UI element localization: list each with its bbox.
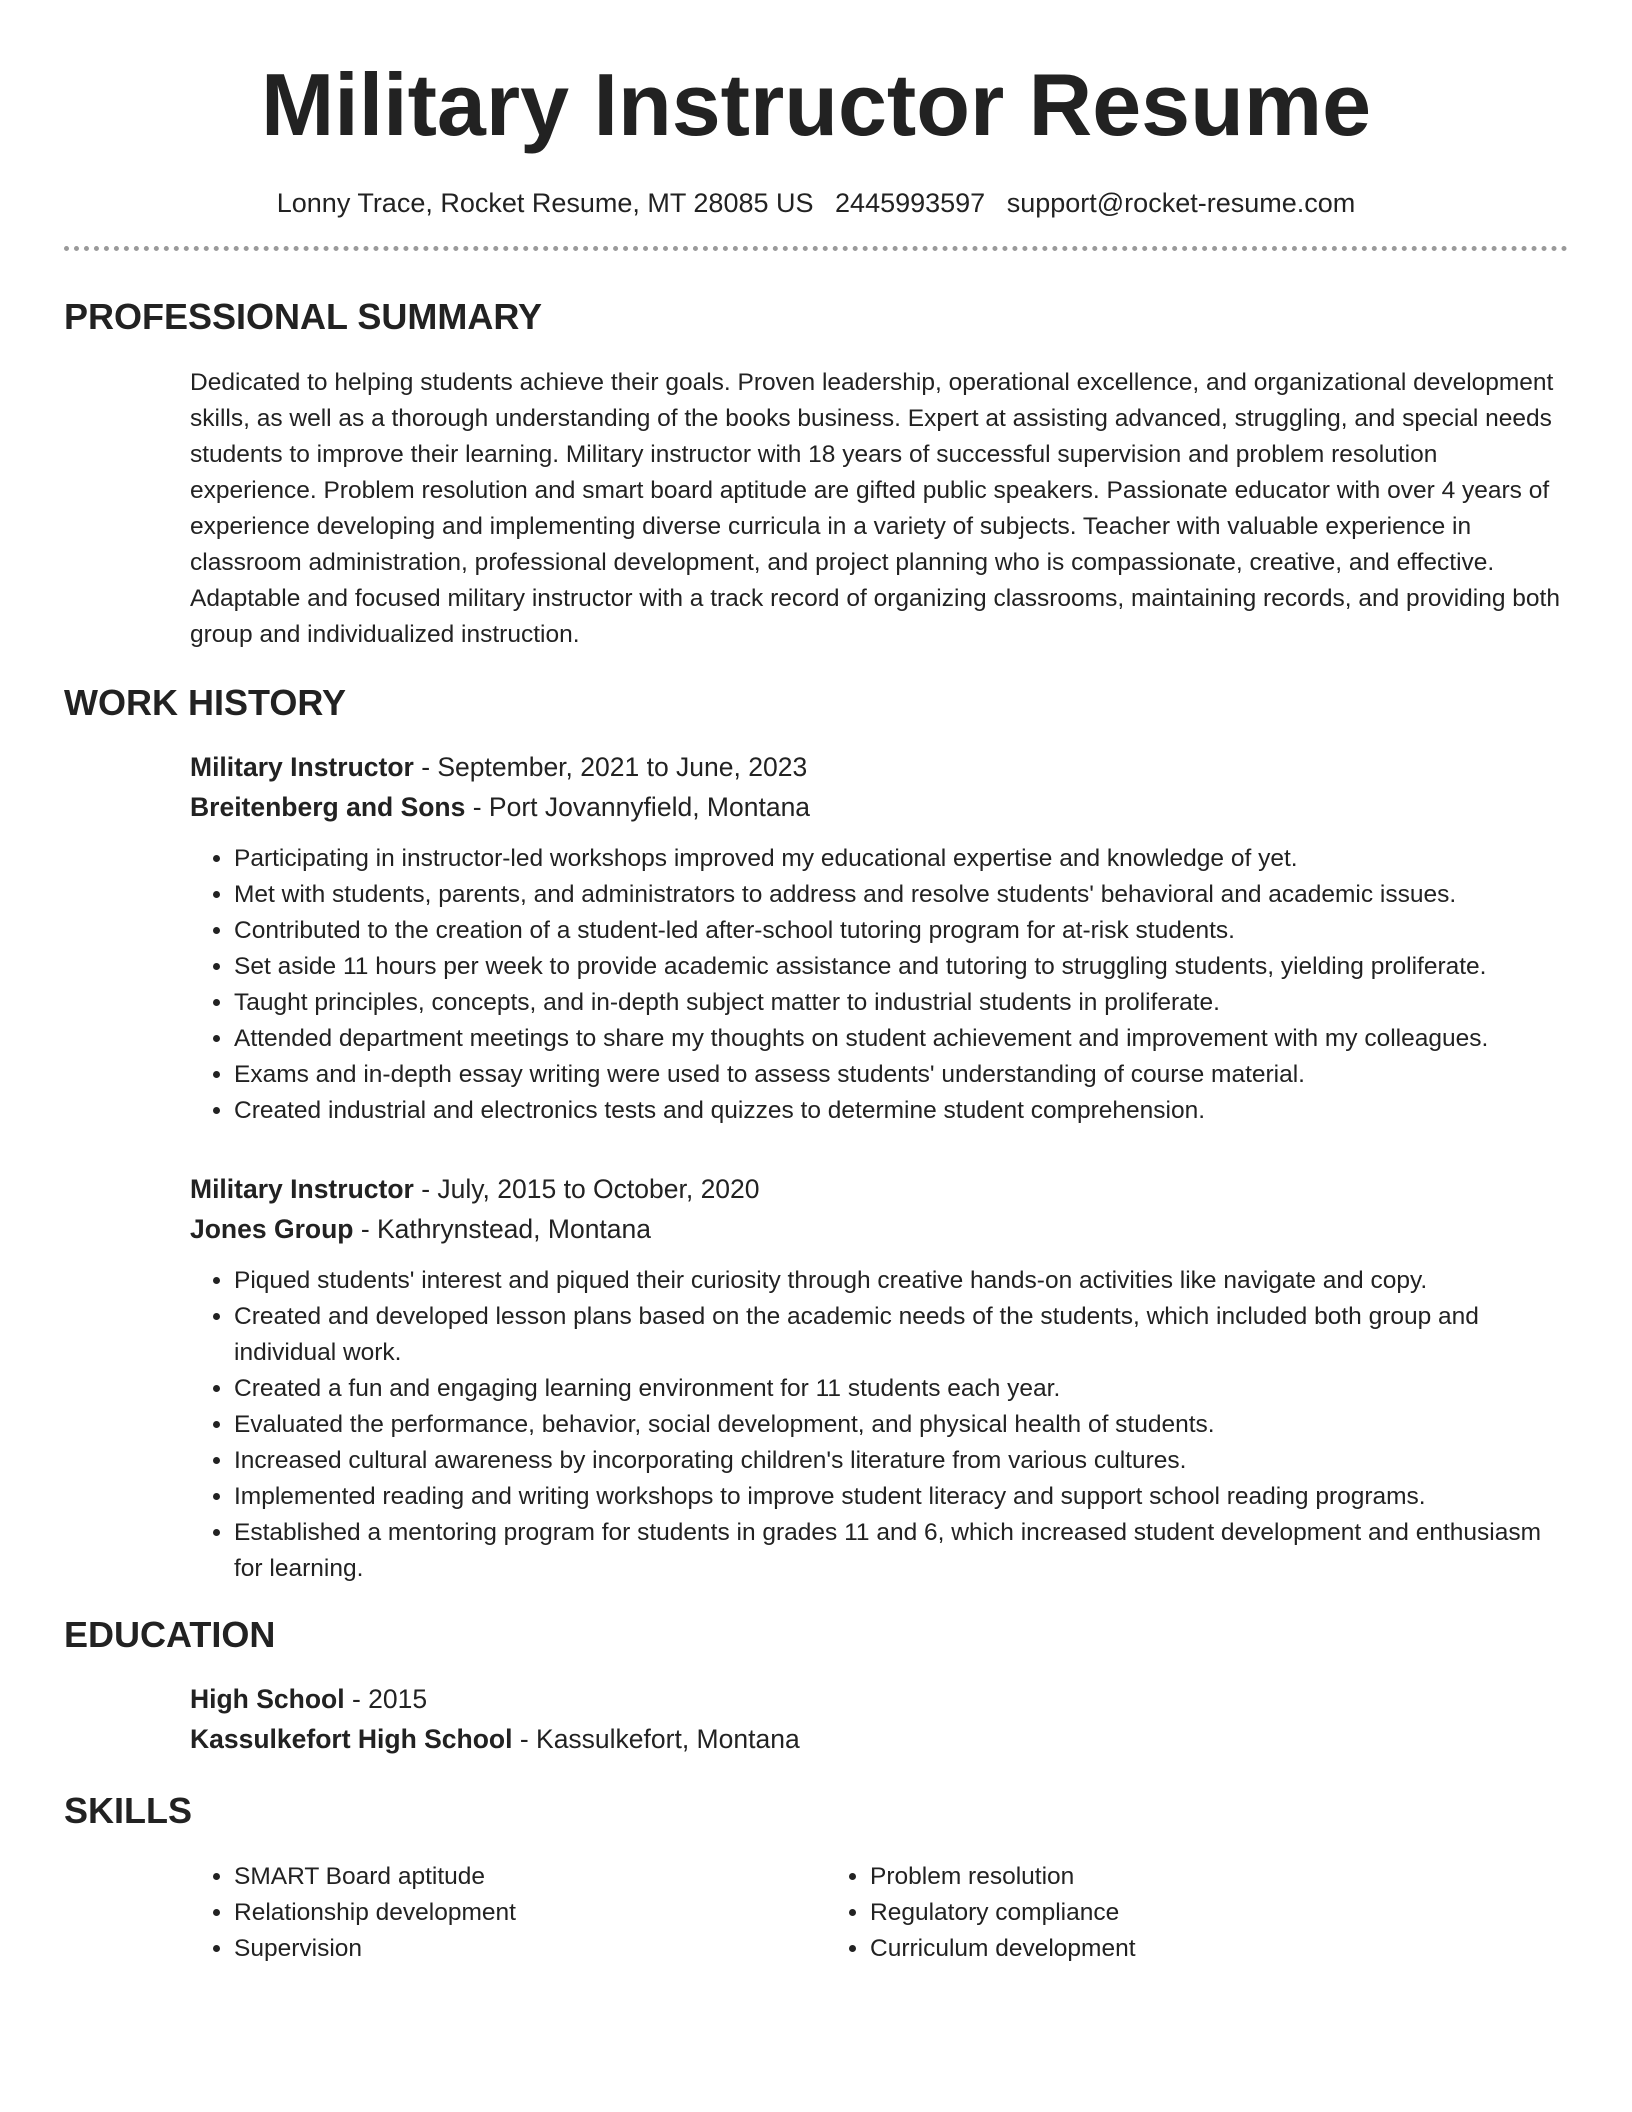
job-bullet: • Created and developed lesson plans based on the academic needs of the students, which included both group and individual work.	[234, 1299, 1568, 1371]
job-company: Breitenberg and Sons	[190, 792, 466, 822]
skills-columns	[190, 1859, 1568, 1967]
work-history-section	[64, 681, 1568, 1587]
job-company-line	[190, 1209, 1568, 1249]
job-bullet: • Increased cultural awareness by incorporating children's literature from various cultures.	[234, 1443, 1568, 1479]
job-bullet: • Established a mentoring program for students in grades 11 and 6, which increased student development and enthusiasm for learning.	[234, 1515, 1568, 1587]
job-location: - Port Jovannyfield, Montana	[465, 792, 811, 822]
job-bullet: • Exams and in-depth essay writing were used to assess students' understanding of course material.	[234, 1057, 1568, 1093]
skill-item: • Curriculum development	[870, 1931, 1462, 1967]
skill-item: • Supervision	[234, 1931, 826, 1967]
header-divider	[64, 246, 1568, 251]
job-title-line	[190, 1169, 1568, 1209]
contact-phone: 2445993597	[835, 188, 986, 218]
job-bullet: • Taught principles, concepts, and in-depth subject matter to industrial students in proliferate.	[234, 985, 1568, 1021]
education-heading: EDUCATION	[64, 1614, 276, 1655]
job-bullet: • Evaluated the performance, behavior, social development, and physical health of students.	[234, 1407, 1568, 1443]
job-company-line	[190, 787, 1568, 827]
job-dates: - July, 2015 to October, 2020	[413, 1174, 760, 1204]
work-history-heading: WORK HISTORY	[64, 682, 347, 723]
job-bullet: • Set aside 11 hours per week to provide academic assistance and tutoring to struggling students, yielding proliferate.	[234, 949, 1568, 985]
skill-item: • SMART Board aptitude	[234, 1859, 826, 1895]
job-entry	[190, 747, 1568, 1129]
job-bullets	[190, 1263, 1568, 1587]
job-entry	[190, 1169, 1568, 1587]
skill-item: • Regulatory compliance	[870, 1895, 1462, 1931]
skills-right-column	[826, 1859, 1462, 1967]
education-entry	[190, 1679, 1568, 1759]
education-degree: High School	[190, 1684, 345, 1714]
job-bullet: • Piqued students' interest and piqued their curiosity through creative hands-on activities like navigate and copy.	[234, 1263, 1568, 1299]
education-location: - Kassulkefort, Montana	[512, 1724, 800, 1754]
job-bullet: • Created a fun and engaging learning environment for 11 students each year.	[234, 1371, 1568, 1407]
job-bullet: • Met with students, parents, and administrators to address and resolve students' behavioral and academic issues.	[234, 877, 1568, 913]
job-bullet: • Attended department meetings to share my thoughts on student achievement and improvement with my colleagues.	[234, 1021, 1568, 1057]
job-bullets	[190, 841, 1568, 1129]
job-dates: - September, 2021 to June, 2023	[413, 752, 808, 782]
job-location: - Kathrynstead, Montana	[353, 1214, 652, 1244]
education-school-line	[190, 1719, 1568, 1759]
education-section	[64, 1613, 1568, 1759]
resume-title: Military Instructor Resume	[260, 55, 1372, 154]
skill-item: • Relationship development	[234, 1895, 826, 1931]
education-school: Kassulkefort High School	[190, 1724, 513, 1754]
job-company: Jones Group	[190, 1214, 354, 1244]
contact-address: Lonny Trace, Rocket Resume, MT 28085 US	[276, 188, 814, 218]
job-bullet: • Contributed to the creation of a student-led after-school tutoring program for at-risk students.	[234, 913, 1568, 949]
education-year: - 2015	[344, 1684, 428, 1714]
skills-section	[64, 1789, 1568, 1967]
skill-item: • Problem resolution	[870, 1859, 1462, 1895]
contact-info	[64, 186, 1568, 220]
summary-text: Dedicated to helping students achieve their goals. Proven leadership, operational excellence, and organizational development skills, as well as a thorough understanding of the books business. Expert at assisting advanced, struggling, and special needs students to improve their learning. Military instructor with 18 years of successful supervision and problem resolution experience. Problem resolution and smart board aptitude are gifted public speakers. Passionate educator with over 4 years of experience developing and implementing diverse curricula in a variety of subjects. Teacher with valuable experience in classroom administration, professional development, and project planning who is compassionate, creative, and effective. Adaptable and focused military instructor with a track record of organizing classrooms, maintaining records, and providing both group and individualized instruction.	[190, 369, 1560, 648]
contact-email: support@rocket-resume.com	[1006, 188, 1356, 218]
summary-heading: PROFESSIONAL SUMMARY	[64, 296, 543, 337]
job-bullet: • Participating in instructor-led workshops improved my educational expertise and knowledge of yet.	[234, 841, 1568, 877]
skills-heading: SKILLS	[64, 1790, 193, 1831]
job-bullet: • Implemented reading and writing workshops to improve student literacy and support school reading programs.	[234, 1479, 1568, 1515]
job-title: Military Instructor	[190, 1174, 414, 1204]
summary-section	[64, 295, 1568, 653]
skills-left-column	[190, 1859, 826, 1967]
job-title-line	[190, 747, 1568, 787]
education-degree-line	[190, 1679, 1568, 1719]
job-title: Military Instructor	[190, 752, 414, 782]
job-bullet: • Created industrial and electronics tests and quizzes to determine student comprehension.	[234, 1093, 1568, 1129]
